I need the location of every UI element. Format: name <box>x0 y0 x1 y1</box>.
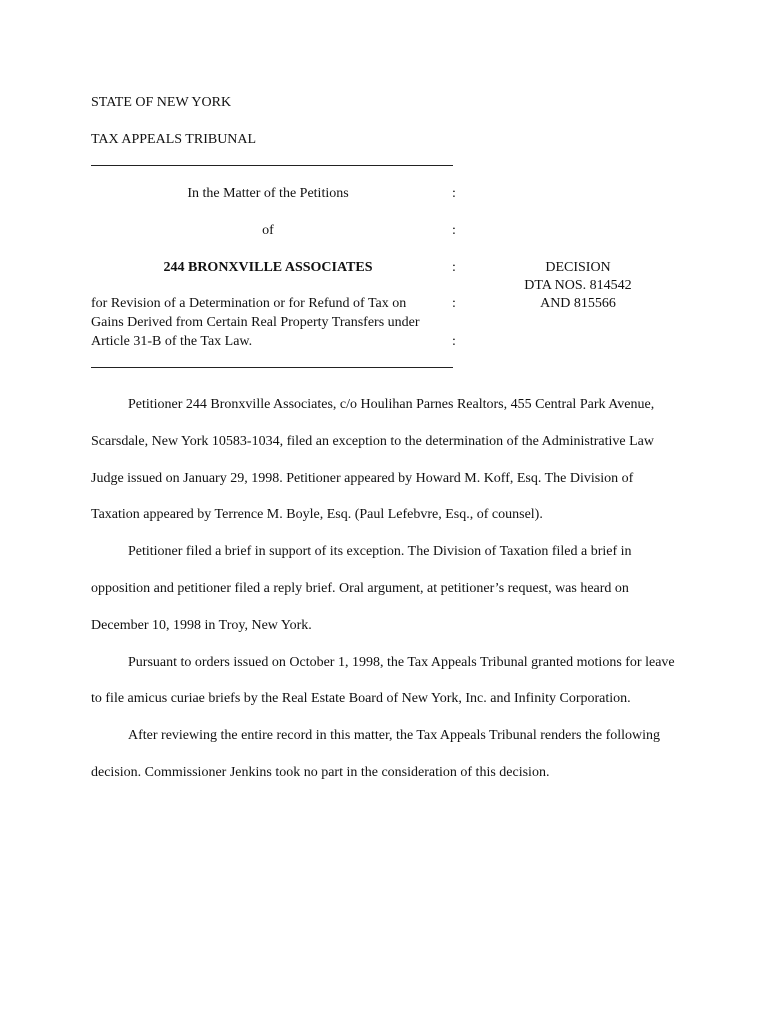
dta-numbers-line: AND 815566 <box>540 296 616 311</box>
caption-matter-line: In the Matter of the Petitions <box>187 186 349 201</box>
caption-colon: : <box>452 334 456 349</box>
caption-colon: : <box>452 186 456 201</box>
caption-colon: : <box>452 223 456 238</box>
caption-bottom-rule <box>91 367 453 368</box>
caption-top-rule <box>91 165 453 166</box>
caption-colon: : <box>452 296 456 311</box>
body-paragraph: Pursuant to orders issued on October 1, 1998, the Tax Appeals Tribunal granted motions for leave to file amicus curiae briefs by the Real Estate Board of New York, Inc. and Infinity Corporation. <box>91 654 675 707</box>
petitioner-name: 244 BRONXVILLE ASSOCIATES <box>163 260 373 275</box>
body-paragraph: After reviewing the entire record in this matter, the Tax Appeals Tribunal renders the following decision. Commissioner Jenkins took no part in the consideration of this decision. <box>91 728 661 780</box>
caption-colon: : <box>452 260 456 275</box>
dta-numbers-line: DTA NOS. 814542 <box>524 278 632 293</box>
decision-label: DECISION <box>545 260 611 275</box>
tribunal-heading: TAX APPEALS TRIBUNAL <box>91 132 257 147</box>
state-heading: STATE OF NEW YORK <box>91 95 232 110</box>
caption-purpose-line: Gains Derived from Certain Real Property Transfers under <box>91 315 420 330</box>
caption-purpose-line: Article 31-B of the Tax Law. <box>91 334 253 349</box>
decision-body <box>91 387 681 792</box>
caption-of-line: of <box>262 223 274 238</box>
body-paragraph: Petitioner filed a brief in support of its exception. The Division of Taxation filed a brief in opposition and petitioner filed a reply brief. Oral argument, at petitioner’s request, was heard on December 10, 1998 in Troy, New York. <box>91 544 632 633</box>
body-paragraph: Petitioner 244 Bronxville Associates, c/o Houlihan Parnes Realtors, 455 Central Park Avenue, Scarsdale, New York 10583-1034, filed an exception to the determination of the Administrative Law Judge issued on January 29, 1998. Petitioner appeared by Howard M. Koff, Esq. The Division of Taxation appeared by Terrence M. Boyle, Esq. (Paul Lefebvre, Esq., of counsel). <box>91 397 655 523</box>
caption-purpose-line: for Revision of a Determination or for Refund of Tax on <box>91 296 407 311</box>
